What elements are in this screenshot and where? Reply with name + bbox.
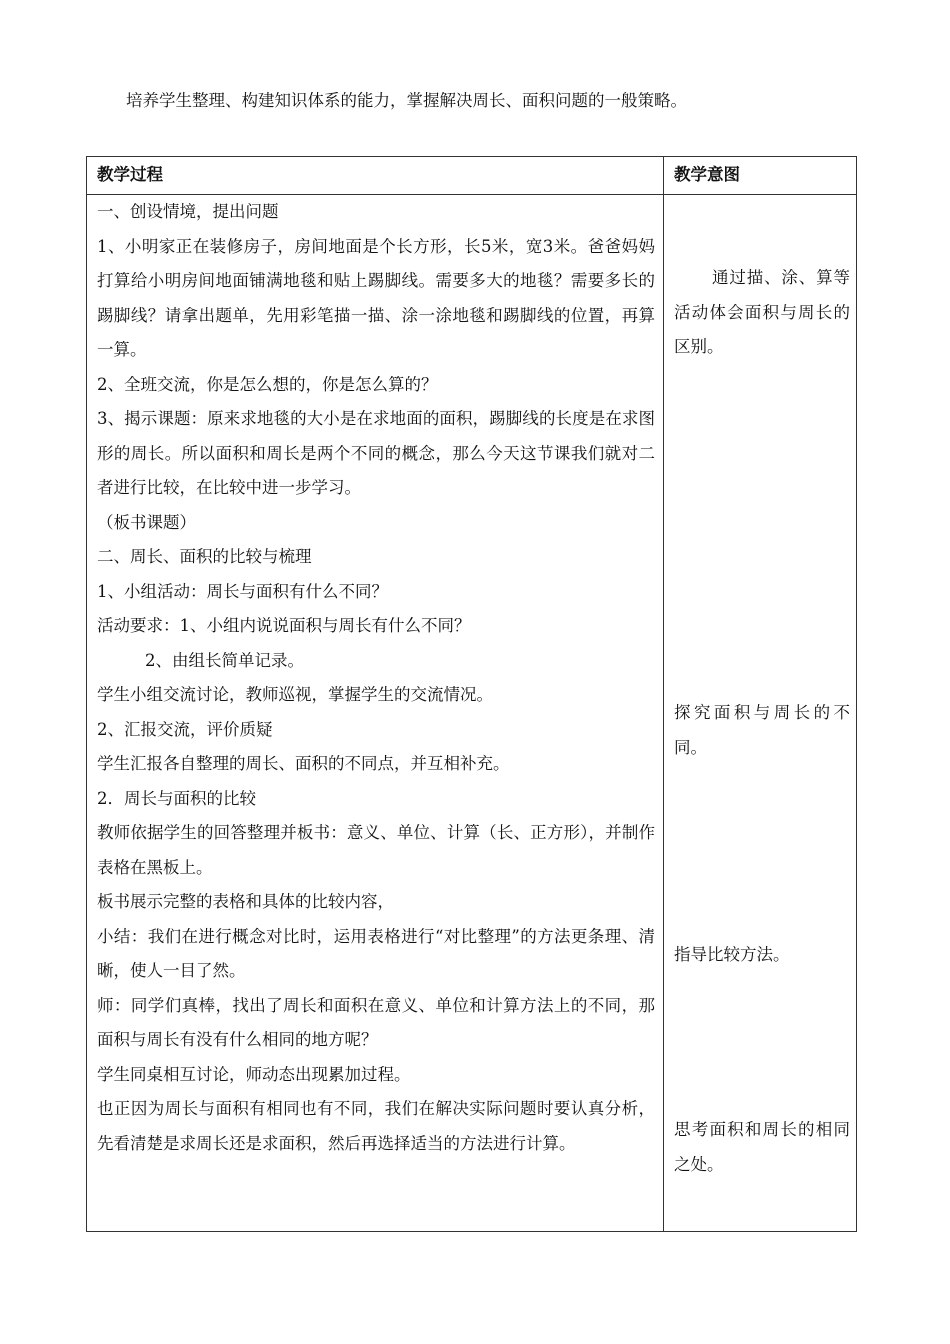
lesson-plan-table	[86, 156, 857, 1232]
intent-cell	[664, 195, 857, 1232]
process-paragraph: 1、小组活动：周长与面积有什么不同？	[97, 581, 388, 601]
header-process: 教学过程	[97, 165, 163, 184]
intent-note: 通过描、涂、算等活动体会面积与周长的区别。	[674, 268, 850, 356]
table-header-row	[87, 157, 857, 195]
table-body-row	[87, 195, 857, 1232]
process-paragraph: 师：同学们真棒，找出了周长和面积在意义、单位和计算方法上的不同，那面积与周长有没有什么相同的地方呢？	[97, 995, 655, 1049]
process-paragraph: 2．周长与面积的比较	[97, 788, 256, 808]
section-heading-1: 一、创设情境，提出问题	[97, 202, 279, 221]
process-paragraph: （板书课题）	[97, 512, 196, 532]
header-process-cell	[87, 157, 664, 195]
process-paragraph: 2、全班交流，你是怎么想的，你是怎么算的？	[97, 374, 438, 394]
intent-note: 指导比较方法。	[674, 945, 790, 964]
process-paragraph: 学生小组交流讨论，教师巡视，掌握学生的交流情况。	[97, 685, 493, 704]
intent-note: 探究面积与周长的不同。	[674, 703, 850, 757]
process-paragraph: 也正因为周长与面积有相同也有不同，我们在解决实际问题时要认真分析，先看清楚是求周长还是求面积，然后再选择适当的方法进行计算。	[97, 1099, 655, 1153]
intro-paragraph: 培养学生整理、构建知识体系的能力，掌握解决周长、面积问题的一般策略。	[126, 91, 687, 110]
process-paragraph: 小结：我们在进行概念对比时，运用表格进行“对比整理”的方法更条理、清晰，使人一目了然。	[97, 926, 655, 980]
process-paragraph: 2、由组长简单记录。	[145, 650, 304, 670]
process-paragraph: 2、汇报交流，评价质疑	[97, 719, 273, 739]
intent-note: 思考面积和周长的相同之处。	[674, 1120, 850, 1174]
process-paragraph: 学生同桌相互讨论，师动态出现累加过程。	[97, 1064, 411, 1084]
process-paragraph: 活动要求：1、小组内说说面积与周长有什么不同？	[97, 616, 471, 635]
header-intent: 教学意图	[674, 165, 740, 184]
process-paragraph: 学生汇报各自整理的周长、面积的不同点，并互相补充。	[97, 754, 510, 773]
section-heading-2: 二、周长、面积的比较与梳理	[97, 547, 312, 566]
process-paragraph: 1、小明家正在装修房子，房间地面是个长方形，长5米，宽3米。爸爸妈妈打算给小明房间地面铺满地毯和贴上踢脚线。需要多大的地毯？需要多长的踢脚线？请拿出题单，先用彩笔描一描、涂一涂地毯和踢脚线的位置，再算一算。	[97, 236, 655, 359]
process-cell	[87, 195, 664, 1232]
header-intent-cell	[664, 157, 857, 195]
process-paragraph: 3、揭示课题：原来求地毯的大小是在求地面的面积，踢脚线的长度是在求图形的周长。所以面积和周长是两个不同的概念，那么今天这节课我们就对二者进行比较，在比较中进一步学习。	[97, 409, 655, 497]
process-paragraph: 教师依据学生的回答整理并板书：意义、单位、计算（长、正方形），并制作表格在黑板上。	[97, 823, 655, 877]
process-paragraph: 板书展示完整的表格和具体的比较内容，	[97, 892, 394, 911]
